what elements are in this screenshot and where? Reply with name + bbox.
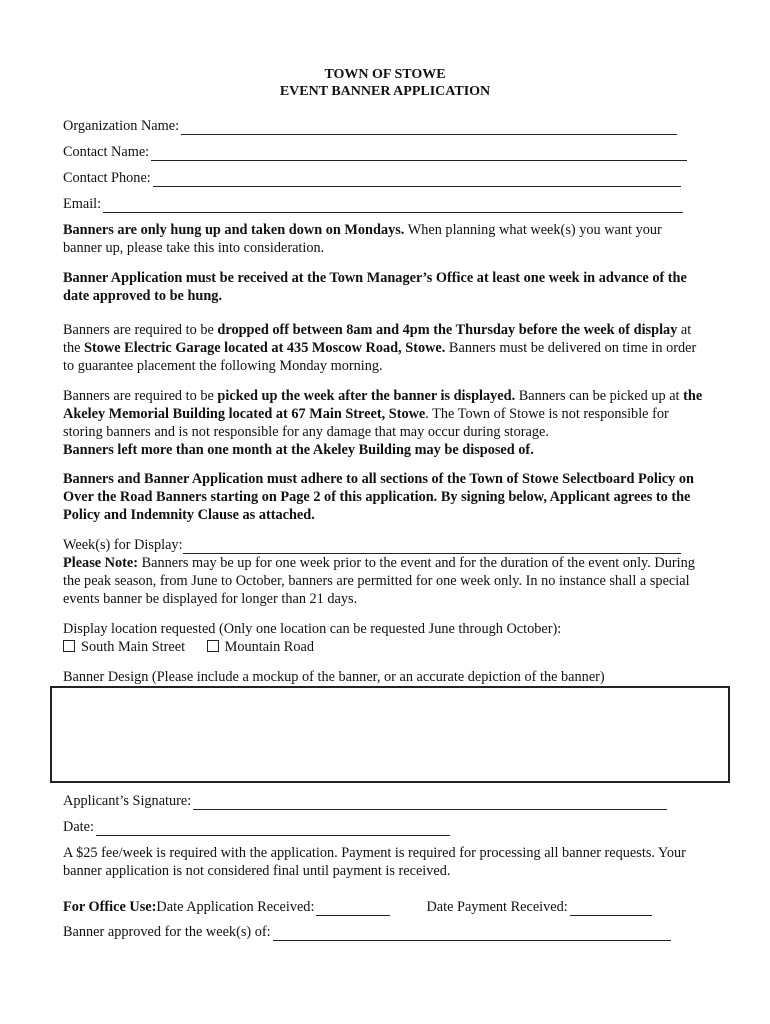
approved-input[interactable]: [273, 926, 671, 941]
town-heading: TOWN OF STOWE: [324, 67, 446, 82]
contact-phone-label: Contact Phone:: [63, 170, 151, 186]
office-use-row: [63, 898, 703, 916]
pickup-bold-1: picked up the week after the banner is displayed.: [217, 388, 516, 404]
mountain-road-label: Mountain Road: [224, 639, 314, 655]
weeks-field: [63, 536, 703, 554]
location-option-mountain-road[interactable]: [207, 639, 314, 655]
pickup-text-1: Banners are required to be: [63, 388, 218, 404]
pickup-text-3: . The Town of Stowe is not responsible for storing banners and is not responsible for any damage that may occur during storage.: [63, 406, 669, 440]
contact-name-input[interactable]: [151, 146, 687, 161]
policy-statement: [63, 470, 703, 524]
pickup-bold-2: the Akeley Memorial Building located at 67 Main Street, Stowe: [63, 388, 703, 422]
organization-field: [63, 117, 703, 135]
display-note: [63, 554, 703, 608]
advance-rule: [63, 269, 703, 305]
approved-label: Banner approved for the week(s) of:: [63, 924, 271, 940]
mondays-rule-text: When planning what week(s) you want your banner up, please take this into consideration.: [63, 222, 662, 256]
advance-rule-bold: Banner Application must be received at the Town Manager’s Office at least one week in advance of the date approved to be hung.: [63, 270, 687, 304]
email-input[interactable]: [103, 198, 683, 213]
display-note-bold: Please Note:: [63, 555, 139, 571]
date-input[interactable]: [96, 821, 450, 836]
mountain-road-checkbox[interactable]: [207, 640, 219, 652]
pickup-rule: [63, 387, 703, 459]
date-label: Date:: [63, 819, 94, 835]
dropoff-text-3: Banners must be delivered on time in order to guarantee placement the following Monday morning.: [63, 340, 697, 374]
organization-input[interactable]: [181, 120, 677, 135]
mondays-rule: [63, 221, 703, 257]
south-main-checkbox[interactable]: [63, 640, 75, 652]
contact-name-field: [63, 143, 703, 161]
weeks-input[interactable]: [183, 539, 681, 554]
contact-phone-field: [63, 169, 703, 187]
policy-statement-bold: Banners and Banner Application must adhere to all sections of the Town of Stowe Selectboard Policy on Over the Road Banners starting on Page 2 of this application. By signing below, Applicant agrees to the Policy and Indemnity Clause as attached.: [63, 471, 694, 523]
signature-label: Applicant’s Signature:: [63, 793, 192, 809]
pickup-text-2: Banners can be picked up at: [515, 388, 684, 404]
form-title: EVENT BANNER APPLICATION: [279, 84, 491, 99]
signature-input[interactable]: [193, 795, 667, 810]
date-payment-input[interactable]: [570, 901, 652, 916]
office-use-bold: For Office Use:: [63, 899, 157, 915]
date-field: [63, 818, 703, 836]
approved-row: [63, 923, 703, 941]
email-label: Email:: [63, 196, 102, 212]
dropoff-bold-1: dropped off between 8am and 4pm the Thursday before the week of display: [217, 322, 678, 338]
date-payment-label: Date Payment Received:: [426, 899, 568, 915]
contact-name-label: Contact Name:: [63, 144, 150, 160]
pickup-bold-3: Banners left more than one month at the Akeley Building may be disposed of.: [63, 442, 534, 458]
signature-field: [63, 792, 703, 810]
date-received-input[interactable]: [316, 901, 390, 916]
date-received-label: Date Application Received:: [156, 899, 315, 915]
location-label: Display location requested (Only one location can be requested June through October):: [63, 621, 562, 637]
banner-design-box[interactable]: [50, 686, 730, 783]
dropoff-rule: [63, 321, 703, 375]
contact-phone-input[interactable]: [153, 172, 681, 187]
mondays-rule-bold: Banners are only hung up and taken down on Mondays.: [63, 222, 405, 238]
display-note-text: Banners may be up for one week prior to the event and for the duration of the event only. During the peak season, from June to October, banners are permitted for one week only. In no instance shall a special events banner be displayed for longer than 21 days.: [63, 555, 695, 607]
location-option-south-main[interactable]: [63, 639, 185, 655]
dropoff-bold-2: Stowe Electric Garage located at 435 Moscow Road, Stowe.: [84, 340, 446, 356]
email-field: [63, 195, 703, 213]
dropoff-text-2: at the: [63, 322, 692, 356]
weeks-label: Week(s) for Display:: [63, 537, 183, 553]
south-main-label: South Main Street: [81, 639, 186, 655]
design-label: Banner Design (Please include a mockup of the banner, or an accurate depiction of the banner): [63, 669, 605, 685]
dropoff-text-1: Banners are required to be: [63, 322, 218, 338]
organization-label: Organization Name:: [63, 118, 180, 134]
fee-notice: A $25 fee/week is required with the application. Payment is required for processing all banner requests. Your banner application is not considered final until payment is received.: [63, 845, 686, 879]
location-options: [63, 638, 703, 656]
